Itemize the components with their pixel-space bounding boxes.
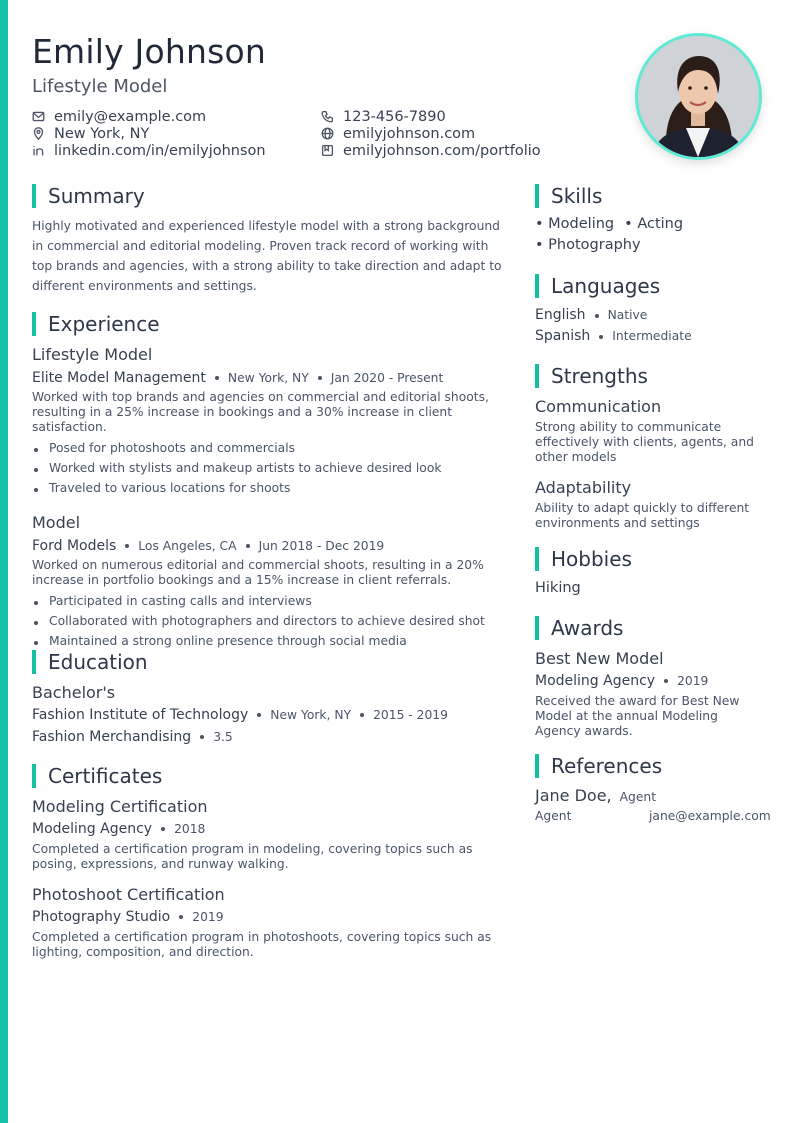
resume-header — [32, 30, 612, 159]
job-location: Los Angeles, CA — [138, 539, 237, 553]
skills-row — [535, 214, 765, 235]
skills-section — [535, 184, 765, 256]
candidate-title: Lifestyle Model — [32, 76, 168, 97]
education-field: Fashion Merchandising — [32, 729, 192, 745]
education-section — [32, 650, 512, 748]
language-name: Spanish — [535, 328, 591, 344]
awards-heading — [535, 616, 765, 640]
list-item: Posed for photoshoots and commercials — [32, 438, 512, 458]
certificates-heading — [32, 764, 512, 788]
summary-heading — [32, 184, 512, 208]
contact-location — [32, 125, 149, 142]
certificate-name: Modeling Certification — [32, 797, 208, 816]
location-pin-icon — [32, 127, 45, 140]
strength-description: Strong ability to communicate effectively with clients, agents, and other models — [535, 420, 754, 464]
list-item: Participated in casting calls and interviews — [32, 591, 512, 611]
phone-icon — [321, 110, 334, 123]
contact-portfolio-text: emilyjohnson.com/portfolio — [343, 142, 541, 159]
job-company: Ford Models — [32, 538, 117, 554]
language-name: English — [535, 307, 586, 323]
certificates-heading-text: Certificates — [48, 764, 163, 788]
strengths-heading — [535, 364, 765, 388]
education-location: New York, NY — [270, 708, 352, 722]
awards-section — [535, 616, 765, 739]
references-section — [535, 754, 771, 827]
certificate-description: Completed a certification program in modeling, covering topics such as posing, expressions, and runway walking. — [32, 842, 473, 871]
portfolio-icon — [321, 144, 334, 157]
hobby-item: Hiking — [535, 580, 581, 596]
contact-website-text: emilyjohnson.com — [343, 125, 476, 142]
contact-phone-text: 123-456-7890 — [343, 108, 446, 125]
contact-phone[interactable] — [321, 108, 446, 125]
summary-section — [32, 184, 512, 296]
certificate-meta — [32, 818, 512, 840]
strength-name: Adaptability — [535, 478, 632, 497]
skill-item: • Photography — [535, 237, 641, 253]
certificate-year: 2019 — [192, 910, 224, 924]
education-degree: Bachelor's — [32, 683, 116, 702]
job-location: New York, NY — [227, 371, 309, 385]
education-heading — [32, 650, 512, 674]
references-heading-text: References — [551, 754, 663, 778]
job-dates: Jun 2018 - Dec 2019 — [258, 539, 385, 553]
skills-heading — [535, 184, 765, 208]
contact-linkedin-text: linkedin.com/in/emilyjohnson — [54, 142, 266, 159]
profile-photo — [635, 33, 762, 160]
job-bullets — [32, 438, 512, 498]
language-level: Native — [607, 308, 648, 322]
languages-heading — [535, 274, 765, 298]
contact-linkedin[interactable] — [32, 142, 266, 159]
certificate-name: Photoshoot Certification — [32, 885, 225, 904]
candidate-name: Emily Johnson — [32, 32, 267, 71]
references-heading — [535, 754, 765, 778]
education-field-meta — [32, 726, 512, 748]
accent-bar — [0, 0, 8, 1123]
skill-item: • Acting — [624, 216, 684, 232]
award-meta — [535, 670, 765, 692]
education-gpa: 3.5 — [213, 730, 233, 744]
skills-row — [535, 235, 765, 256]
job-role: Lifestyle Model — [32, 345, 153, 364]
experience-item — [32, 344, 512, 498]
award-name: Best New Model — [535, 649, 664, 668]
job-dates: Jan 2020 - Present — [330, 371, 444, 385]
award-description: Received the award for Best New Model at the annual Modeling Agency awards. — [535, 694, 740, 738]
list-item: Maintained a strong online presence through social media — [32, 631, 512, 651]
certificate-meta — [32, 906, 512, 928]
reference-contact-row — [535, 809, 771, 827]
job-meta — [32, 366, 512, 390]
reference-role-inline: Agent — [619, 790, 657, 804]
summary-heading-text: Summary — [48, 184, 145, 208]
job-description: Worked on numerous editorial and commercial shoots, resulting in a 20% increase in portfolio bookings and a 15% increase in client referrals. — [32, 558, 484, 587]
contact-email[interactable] — [32, 108, 206, 125]
strengths-heading-text: Strengths — [551, 364, 648, 388]
experience-item — [32, 512, 512, 651]
certificates-section — [32, 764, 512, 960]
reference-name: Jane Doe, — [535, 786, 612, 805]
hobbies-heading — [535, 547, 765, 571]
education-school: Fashion Institute of Technology — [32, 707, 249, 723]
contact-email-text: emily@example.com — [54, 108, 207, 125]
education-heading-text: Education — [48, 650, 148, 674]
certificate-description: Completed a certification program in photoshoots, covering topics such as lighting, composition, and direction. — [32, 930, 492, 959]
job-role: Model — [32, 513, 81, 532]
job-company: Elite Model Management — [32, 370, 206, 386]
language-level: Intermediate — [612, 329, 692, 343]
email-icon — [32, 110, 45, 123]
reference-email[interactable]: jane@example.com — [649, 809, 771, 823]
award-issuer: Modeling Agency — [535, 673, 656, 689]
strength-description: Ability to adapt quickly to different environments and settings — [535, 501, 750, 530]
language-item — [535, 305, 765, 326]
summary-text: Highly motivated and experienced lifestyle model with a strong background in commercial and editorial modeling. Proven track record of working with top brands and agencies, with a strong ability to take direction and adapt to different environments and settings. — [32, 219, 502, 293]
language-item — [535, 326, 765, 347]
experience-heading — [32, 312, 512, 336]
education-dates: 2015 - 2019 — [373, 708, 448, 722]
strength-name: Communication — [535, 397, 662, 416]
award-year: 2019 — [677, 674, 709, 688]
globe-icon — [321, 127, 334, 140]
reference-item — [535, 786, 765, 805]
list-item: Traveled to various locations for shoots — [32, 478, 512, 498]
list-item: Collaborated with photographers and directors to achieve desired shot — [32, 611, 512, 631]
hobbies-heading-text: Hobbies — [551, 547, 632, 571]
certificate-issuer: Modeling Agency — [32, 821, 153, 837]
contact-website[interactable] — [321, 125, 475, 142]
experience-section — [32, 312, 512, 651]
contact-portfolio[interactable] — [321, 142, 541, 159]
job-meta — [32, 534, 512, 558]
contact-location-text: New York, NY — [54, 125, 150, 142]
strengths-section — [535, 364, 765, 531]
certificate-issuer: Photography Studio — [32, 909, 171, 925]
certificate-year: 2018 — [174, 822, 206, 836]
hobbies-section — [535, 547, 765, 599]
awards-heading-text: Awards — [551, 616, 624, 640]
certificate-item — [32, 884, 512, 960]
skill-item: • Modeling — [535, 216, 615, 232]
linkedin-icon — [32, 144, 45, 157]
certificate-item — [32, 796, 512, 872]
education-meta — [32, 704, 512, 726]
experience-heading-text: Experience — [48, 312, 160, 336]
portrait-image — [638, 36, 759, 157]
job-bullets — [32, 591, 512, 651]
list-item: Worked with stylists and makeup artists to achieve desired look — [32, 458, 512, 478]
reference-role: Agent — [535, 809, 572, 823]
languages-heading-text: Languages — [551, 274, 661, 298]
languages-section — [535, 274, 765, 347]
skills-heading-text: Skills — [551, 184, 603, 208]
job-description: Worked with top brands and agencies on commercial and editorial shoots, resulting in a 25% increase in bookings and a 30% increase in client satisfaction. — [32, 390, 489, 434]
